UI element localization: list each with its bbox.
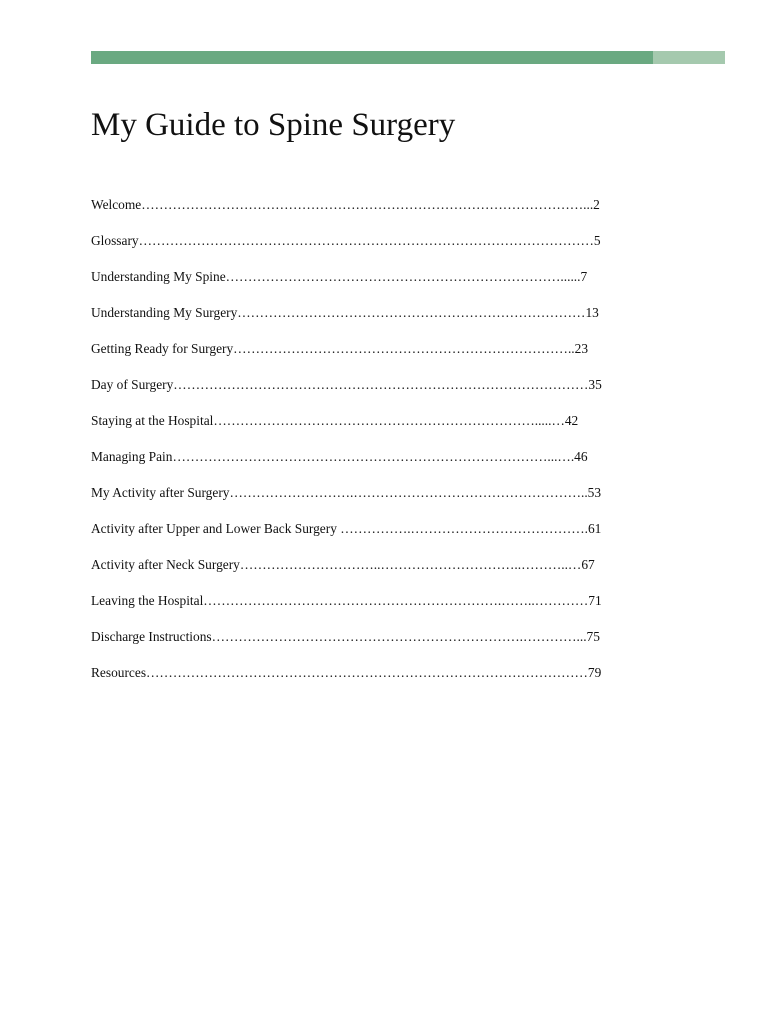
table-of-contents — [91, 194, 666, 698]
toc-entry: Getting Ready for Surgery…………………………………………………………………..23 — [91, 341, 589, 356]
toc-entry: Welcome………………………………………………………………………………………...2 — [91, 197, 600, 212]
toc-entry: Staying at the Hospital……………………………………………………………….....…42 — [91, 413, 579, 428]
toc-entry: My Activity after Surgery……………………….……………………………………………..53 — [91, 485, 602, 500]
header-accent-bar — [91, 51, 725, 64]
toc-entry: Understanding My Spine…………………………………………………………………......7 — [91, 269, 588, 284]
toc-entry: Day of Surgery…………………………………………………………………………………35 — [91, 377, 602, 392]
toc-entry: Activity after Upper and Lower Back Surgery …………….………………………………….61 — [91, 521, 602, 536]
header-accent-bar-end — [653, 51, 725, 64]
toc-entry: Managing Pain…………………………………………………………………………...….46 — [91, 449, 588, 464]
toc-entry: Activity after Neck Surgery…………………………..…………………………..………..…67 — [91, 557, 595, 572]
toc-entry: Glossary…………………………………………………………………………………………5 — [91, 233, 601, 248]
toc-entry: Resources………………………………………………………………………………………79 — [91, 665, 602, 680]
toc-entry: Discharge Instructions…………………………………………………………….…………...75 — [91, 629, 600, 644]
header-accent-bar-main — [91, 51, 653, 64]
toc-entry: Leaving the Hospital………………………………………………………….……..…………71 — [91, 593, 602, 608]
toc-entry: Understanding My Surgery……………………………………………………………………13 — [91, 305, 599, 320]
document-title: My Guide to Spine Surgery — [91, 107, 456, 143]
